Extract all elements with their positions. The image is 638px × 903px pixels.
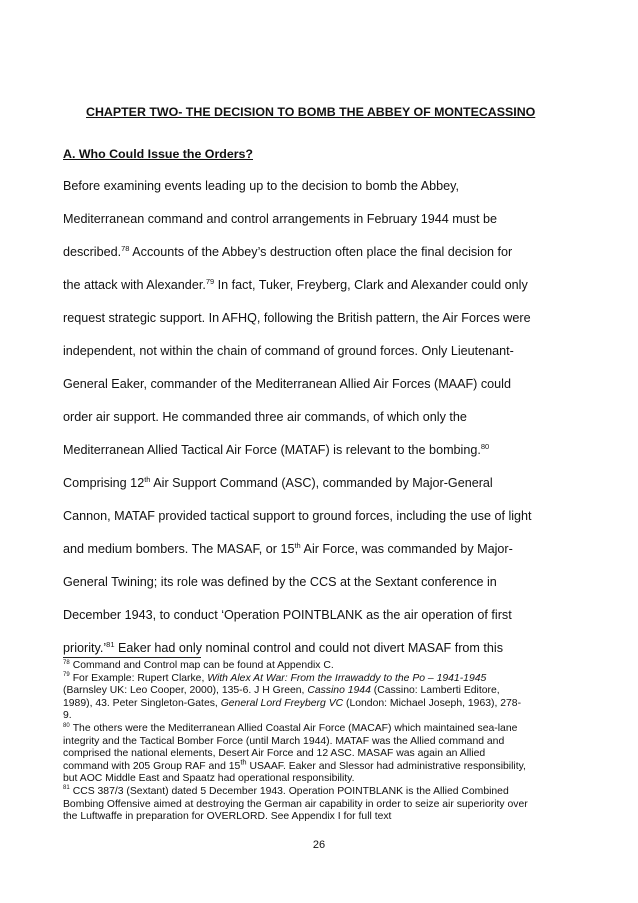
- text-run: The others were the Mediterranean Allied Coastal Air Force (MACAF) which maintained sea-lane: [72, 722, 518, 734]
- footnotes: [63, 660, 568, 824]
- body-text: [63, 178, 563, 673]
- text-run: request strategic support. In AFHQ, following the British pattern, the Air Forces were: [63, 311, 531, 325]
- text-run: (Barnsley UK: Leo Cooper, 2000), 135-6. J H Green,: [63, 685, 308, 697]
- footnote-marker: 81: [63, 785, 70, 792]
- italic-title: With Alex At War: From the Irrawaddy to the Po – 1941-1945: [207, 672, 487, 684]
- footnote-line: [63, 748, 568, 761]
- text-run: and medium bombers. The MASAF, or 15: [63, 542, 295, 556]
- text-run: independent, not within the chain of command of ground forces. Only Lieutenant-: [63, 344, 514, 358]
- footnote-line: [63, 660, 568, 673]
- italic-title: General Lord Freyberg VC: [220, 697, 344, 709]
- footnote-line: [63, 773, 568, 786]
- text-run: the Luftwaffe in preparation for OVERLORD. See Appendix I for full text: [63, 811, 392, 823]
- text-run: (Cassino: Lamberti Editore,: [370, 685, 500, 697]
- text-run: the attack with Alexander.: [63, 278, 206, 292]
- section-heading: A. Who Could Issue the Orders?: [63, 147, 254, 161]
- body-line: [63, 574, 563, 607]
- text-run: In fact, Tuker, Freyberg, Clark and Alexander could only: [214, 278, 528, 292]
- text-run: Command and Control map can be found at Appendix C.: [72, 660, 334, 671]
- body-line: [63, 541, 563, 574]
- text-run: (London: Michael Joseph, 1963), 278-: [343, 697, 522, 709]
- text-run: Mediterranean command and control arrangements in February 1944 must be: [63, 212, 498, 226]
- superscript: 81: [106, 639, 115, 649]
- body-line: [63, 343, 563, 376]
- text-run: Mediterranean Allied Tactical Air Force (MATAF) is relevant to the bombing.: [63, 443, 481, 457]
- body-line: [63, 475, 563, 508]
- body-line: [63, 508, 563, 541]
- footnote-marker: 78: [63, 659, 70, 666]
- text-run: described.: [63, 245, 122, 259]
- text-run: Cannon, MATAF provided tactical support to ground forces, including the use of light: [63, 509, 532, 523]
- body-line: [63, 310, 563, 343]
- text-run: Air Force, was commanded by Major-: [300, 542, 513, 556]
- body-line: [63, 409, 563, 442]
- footnote-line: [63, 799, 568, 812]
- text-run: integrity and the Tactical Bomber Force (until March 1944). MATAF was the Allied command and: [63, 735, 505, 747]
- text-run: Before examining events leading up to the decision to bomb the Abbey,: [63, 179, 460, 193]
- text-run: command with 205 Group RAF and 15: [63, 760, 241, 772]
- page-number: 26: [312, 839, 326, 851]
- text-run: but AOC Middle East and Spaatz had operational responsibility.: [63, 773, 355, 785]
- body-line: [63, 442, 563, 475]
- footnote-line: [63, 685, 568, 698]
- body-line: [63, 244, 563, 277]
- text-run: For Example: Rupert Clarke,: [72, 672, 208, 684]
- footnote-line: [63, 736, 568, 749]
- body-line: [63, 607, 563, 640]
- footnote-line: [63, 698, 568, 711]
- text-run: Bombing Offensive aimed at destroying the German air capability in order to seize air superiority over: [63, 798, 528, 810]
- text-run: Accounts of the Abbey’s destruction often place the final decision for: [129, 245, 513, 259]
- footnote-line: [63, 673, 568, 686]
- text-run: 1989), 43. Peter Singleton-Gates,: [63, 697, 221, 709]
- footnote-line: [63, 757, 568, 774]
- italic-title: Cassino 1944: [307, 685, 371, 697]
- text-run: General Twining; its role was defined by the CCS at the Sextant conference in: [63, 575, 497, 589]
- text-run: 9.: [63, 710, 72, 722]
- body-line: [63, 277, 563, 310]
- superscript: 79: [205, 276, 215, 286]
- text-run: December 1943, to conduct ‘Operation POINTBLANK as the air operation of first: [63, 608, 512, 622]
- superscript: th: [240, 757, 247, 767]
- footnote-line: [63, 811, 568, 824]
- body-line: [63, 376, 563, 409]
- superscript: th: [144, 474, 151, 484]
- footnote-marker: 80: [63, 722, 70, 729]
- footnote-divider: [63, 657, 201, 658]
- text-run: Comprising 12: [63, 476, 145, 490]
- superscript: 78: [121, 243, 130, 253]
- chapter-title: CHAPTER TWO- THE DECISION TO BOMB THE ABBEY OF MONTECASSINO: [86, 105, 536, 119]
- text-run: General Eaker, commander of the Mediterranean Allied Air Forces (MAAF) could: [63, 377, 511, 391]
- superscript: th: [294, 540, 301, 550]
- text-run: USAAF. Eaker and Slessor had administrative responsibility,: [246, 760, 526, 772]
- footnote-line: [63, 723, 568, 736]
- superscript: 80: [480, 441, 490, 451]
- text-run: comprised the national elements, Desert Air Force and 12 ASC. MASAF was again an Allied: [63, 748, 486, 760]
- text-run: priority.’: [63, 641, 107, 655]
- footnote-marker: 79: [63, 672, 70, 679]
- body-line: [63, 211, 563, 244]
- text-run: Air Support Command (ASC), commanded by Major-General: [150, 476, 493, 490]
- body-line: [63, 178, 563, 211]
- text-run: CCS 387/3 (Sextant) dated 5 December 1943. Operation POINTBLANK is the Allied Combined: [72, 785, 509, 797]
- text-run: Eaker had only nominal control and could not divert MASAF from this: [114, 641, 503, 655]
- footnote-line: [63, 786, 568, 799]
- footnote-line: [63, 710, 568, 723]
- text-run: order air support. He commanded three air commands, of which only the: [63, 410, 467, 424]
